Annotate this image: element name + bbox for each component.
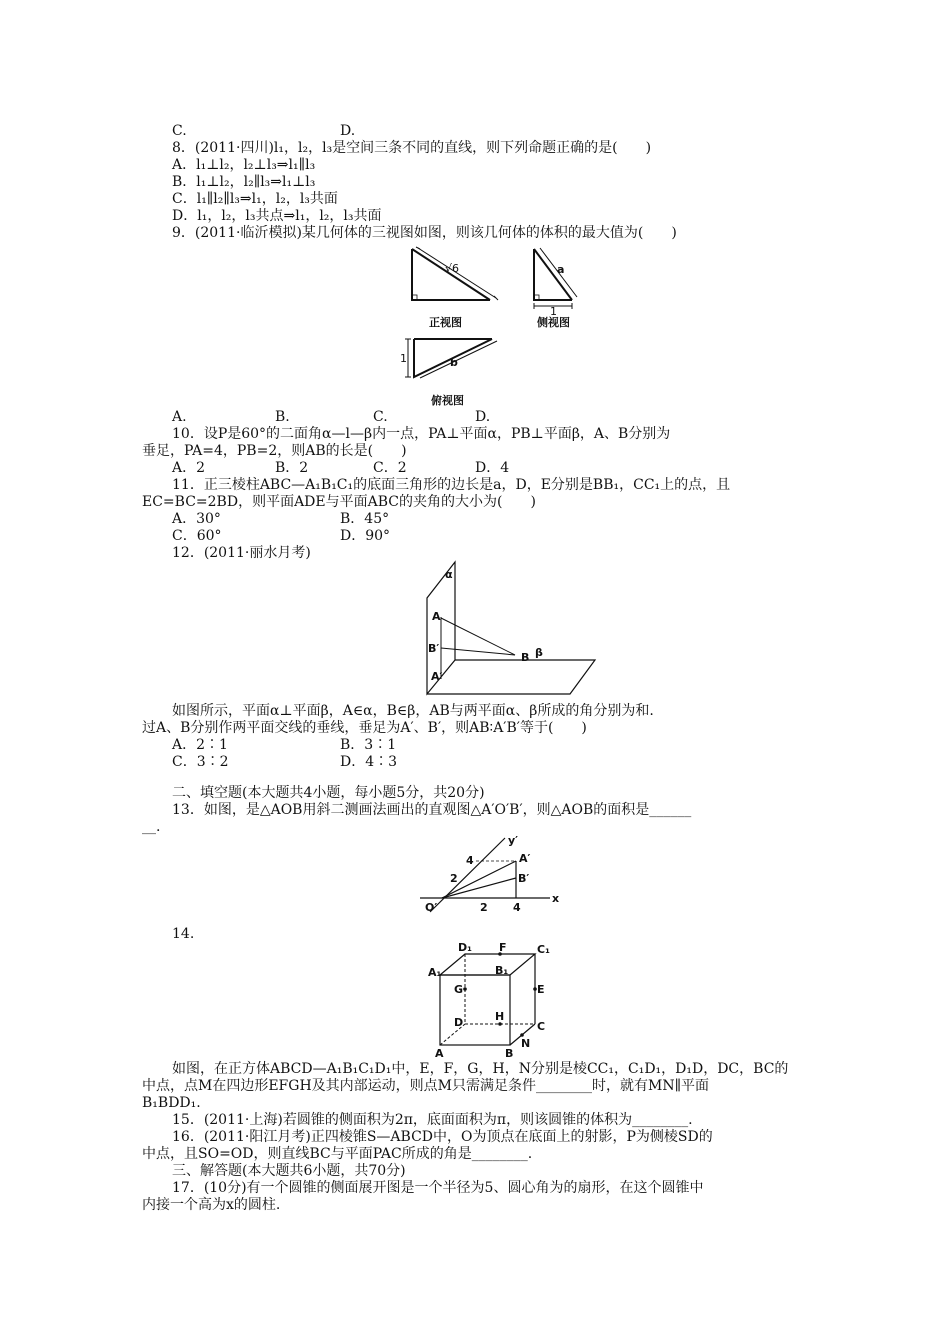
label-A: A xyxy=(435,1047,444,1060)
q8-stem: 8．(2011·四川)l₁，l₂，l₃是空间三条不同的直线，则下列命题正确的是( ) xyxy=(172,140,652,156)
q9-option-d: D. xyxy=(475,409,491,425)
label-N: N xyxy=(521,1037,531,1050)
label-A-prime: A′ xyxy=(519,852,531,865)
label-b: b xyxy=(450,356,458,369)
q10-option-d: D．4 xyxy=(475,460,510,476)
q16-stem-2: 中点，且SO=OD，则直线BC与平面PAC所成的角是________. xyxy=(142,1146,533,1162)
label-A-prime: A′ xyxy=(431,670,443,683)
label-A1: A₁ xyxy=(428,966,442,979)
label-E: E xyxy=(537,983,545,996)
side-view xyxy=(534,248,577,318)
q7-option-d: D. xyxy=(340,123,356,139)
q10-option-a: A．2 xyxy=(172,460,206,476)
top-view xyxy=(400,339,497,378)
tick-4-x: 4 xyxy=(513,901,521,914)
side-view-caption: 侧视图 xyxy=(537,316,570,329)
q8-option-a: A．l₁⊥l₂，l₂⊥l₃⇒l₁∥l₃ xyxy=(172,157,316,173)
q12-option-d: D．4∶3 xyxy=(340,754,398,770)
q8-option-c: C．l₁∥l₂∥l₃⇒l₁，l₂，l₃共面 xyxy=(172,191,338,207)
q9-stem: 9．(2011·临沂模拟)某几何体的三视图如图，则该几何体的体积的最大值为( ) xyxy=(172,225,677,241)
q8-option-d: D．l₁，l₂，l₃共点⇒l₁，l₂，l₃共面 xyxy=(172,208,382,224)
q9-option-b: B. xyxy=(275,409,290,425)
label-beta: β xyxy=(535,646,543,659)
label-C: C xyxy=(537,1020,546,1033)
q14-body-2: 中点，点M在四边形EFGH及其内部运动，则点M只需满足条件________时，就有MN∥平面 xyxy=(142,1078,710,1094)
label-B-prime: B′ xyxy=(428,642,440,655)
label-C1: C₁ xyxy=(537,943,550,956)
label-G: G xyxy=(454,983,464,996)
q10-option-c: C．2 xyxy=(373,460,407,476)
q10-option-b: B．2 xyxy=(275,460,309,476)
label-B1: B₁ xyxy=(495,964,509,977)
q14-body-1: 如图，在正方体ABCD—A₁B₁C₁D₁中，E，F，G，H，N分别是棱CC₁，C₁D₁，D₁D，DC，BC的 xyxy=(172,1061,789,1077)
tick-2-y: 2 xyxy=(450,872,458,885)
top-view-caption: 俯视图 xyxy=(431,394,464,407)
label-D: D xyxy=(454,1016,464,1029)
label-O-prime: O′ xyxy=(425,901,438,914)
q11-option-d: D．90° xyxy=(340,528,391,544)
q12-option-b: B．3∶1 xyxy=(340,737,397,753)
q12-option-c: C．3∶2 xyxy=(172,754,229,770)
label-H: H xyxy=(495,1010,505,1023)
label-B: B xyxy=(521,651,530,664)
label-sqrt6: √6 xyxy=(445,262,460,275)
q8-option-b: B．l₁⊥l₂，l₂∥l₃⇒l₁⊥l₃ xyxy=(172,174,316,190)
q10-stem-1: 10．设P是60°的二面角α—l—β内一点，PA⊥平面α，PB⊥平面β，A、B分别为 xyxy=(172,426,671,442)
label-y-prime: y′ xyxy=(508,834,519,847)
label-B-prime: B′ xyxy=(518,872,530,885)
front-view-caption: 正视图 xyxy=(429,316,462,329)
q13-stem-1: 13．如图，是△AOB用斜二测画法画出的直观图△A′O′B′，则△AOB的面积是______ xyxy=(172,802,692,818)
q12-stem: 12．(2011·丽水月考) xyxy=(172,545,311,561)
label-F: F xyxy=(499,941,507,954)
q11-option-c: C．60° xyxy=(172,528,222,544)
q11-stem-1: 11．正三棱柱ABC—A₁B₁C₁的底面三角形的边长是a，D，E分别是BB₁，CC₁上的点，且 xyxy=(172,477,731,493)
q9-option-a: A. xyxy=(172,409,187,425)
q17-stem-1: 17．(10分)有一个圆锥的侧面展开图是一个半径为5、圆心角为的扇形，在这个圆锥中 xyxy=(172,1180,704,1196)
section-2-heading: 二、填空题(本大题共4小题，每小题5分，共20分) xyxy=(172,785,485,801)
tick-2-x: 2 xyxy=(480,901,488,914)
q11-option-a: A．30° xyxy=(172,511,221,527)
front-view xyxy=(412,247,498,300)
label-alpha: α xyxy=(445,568,453,581)
q14-body-3: B₁BDD₁. xyxy=(142,1095,201,1111)
label-1-top: 1 xyxy=(400,352,407,365)
label-x: x xyxy=(552,892,560,905)
q14-number: 14. xyxy=(172,926,195,942)
q17-stem-2: 内接一个高为x的圆柱. xyxy=(142,1197,281,1213)
q14-cube-figure xyxy=(425,940,555,1060)
label-A: A xyxy=(432,610,441,623)
q11-stem-2: EC=BC=2BD，则平面ADE与平面ABC的夹角的大小为( ) xyxy=(142,494,536,510)
label-D1: D₁ xyxy=(458,941,472,954)
q13-oblique-figure xyxy=(420,836,570,918)
label-1-side: 1 xyxy=(550,305,557,318)
q12-body-1: 如图所示，平面α⊥平面β，A∈α，B∈β，AB与两平面α、β所成的角分别为和. xyxy=(172,703,654,719)
q11-option-b: B．45° xyxy=(340,511,390,527)
label-B: B xyxy=(505,1047,514,1060)
q12-body-2: 过A、B分别作两平面交线的垂线，垂足为A′、B′，则AB∶A′B′等于( ) xyxy=(142,720,587,736)
section-3-heading: 三、解答题(本大题共6小题，共70分) xyxy=(172,1163,406,1179)
label-a: a xyxy=(557,263,565,276)
q10-stem-2: 垂足，PA=4，PB=2，则AB的长是( ) xyxy=(142,443,407,459)
q12-option-a: A．2∶1 xyxy=(172,737,228,753)
tick-4-y: 4 xyxy=(466,854,474,867)
q16-stem-1: 16．(2011·阳江月考)正四棱锥S—ABCD中，O为顶点在底面上的射影，P为侧棱SD的 xyxy=(172,1129,713,1145)
q13-stem-2: __. xyxy=(142,819,161,835)
q7-option-c: C. xyxy=(172,123,187,139)
q9-option-c: C. xyxy=(373,409,388,425)
q12-planes-figure xyxy=(405,560,605,705)
q15-stem: 15．(2011·上海)若圆锥的侧面积为2π，底面面积为π，则该圆锥的体积为________. xyxy=(172,1112,693,1128)
